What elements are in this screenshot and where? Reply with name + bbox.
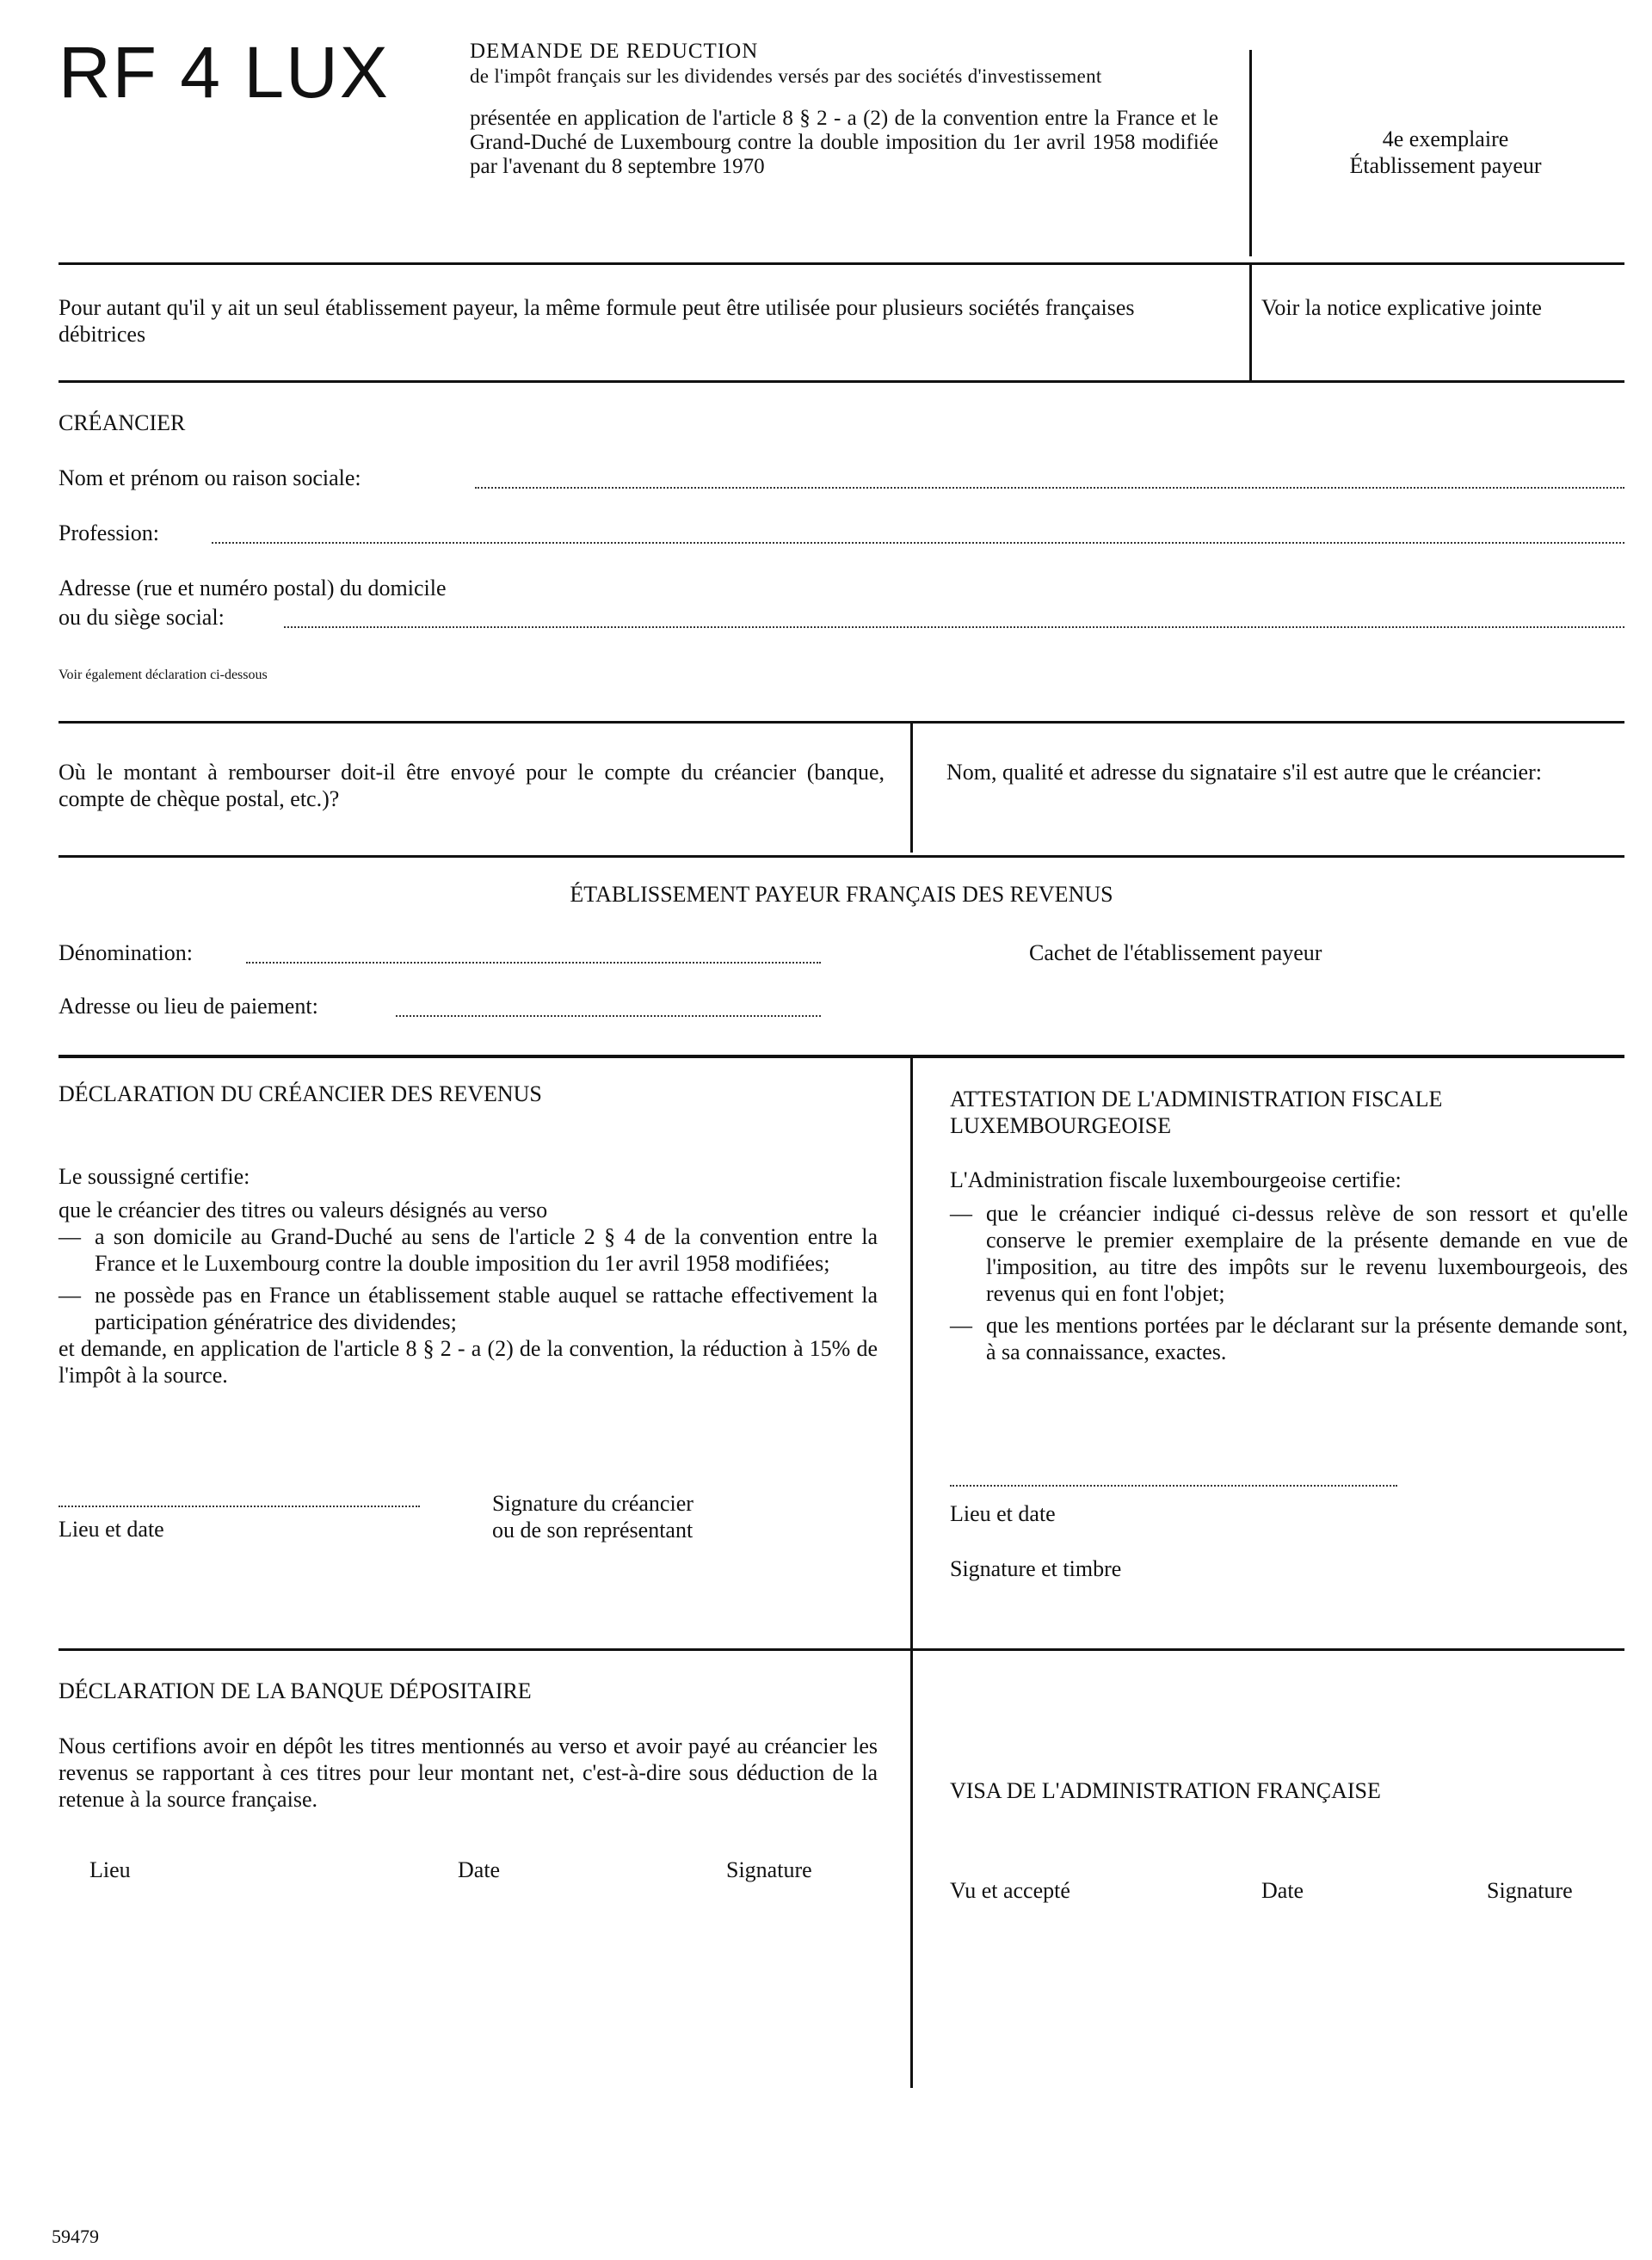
- banque-divider: [910, 1651, 913, 2088]
- declaration-place-date-field[interactable]: [59, 1506, 420, 1507]
- declaration-intro: que le créancier des titres ou valeurs désignés au verso: [59, 1198, 548, 1222]
- form-subtitle: de l'impôt français sur les dividendes versés par des sociétés d'investissement: [470, 65, 1102, 87]
- banque-date-label: Date: [458, 1857, 501, 1882]
- denomination-label: Dénomination:: [59, 940, 193, 965]
- dash-mark: —: [59, 1283, 81, 1308]
- banque-signature-label: Signature: [726, 1857, 812, 1882]
- see-notice: Voir la notice explicative jointe: [1261, 295, 1542, 320]
- declaration-place-date-label: Lieu et date: [59, 1517, 164, 1542]
- name-field[interactable]: [475, 487, 1624, 489]
- copy-info: [1273, 126, 1618, 179]
- visa-signature-label: Signature: [1487, 1878, 1573, 1903]
- declaration-signature-2: ou de son représentant: [492, 1518, 693, 1543]
- rule-etablissement: [59, 1055, 1624, 1058]
- see-also-note: Voir également déclaration ci-dessous: [59, 668, 268, 682]
- stamp-label: Cachet de l'établissement payeur: [1029, 940, 1322, 965]
- declaration-signature-1: Signature du créancier: [492, 1491, 693, 1516]
- declaration-request: et demande, en application de l'article 8 § 2 - a (2) de la convention, la réduction à 15% de l'impôt à la source.: [59, 1336, 878, 1388]
- header-divider: [1249, 50, 1252, 256]
- profession-label: Profession:: [59, 520, 159, 545]
- signatory-question: Nom, qualité et adresse du signataire s'il est autre que le créancier:: [946, 760, 1542, 785]
- form-number: 59479: [52, 2226, 99, 2247]
- payment-address-label: Adresse ou lieu de paiement:: [59, 994, 318, 1019]
- etablissement-heading: ÉTABLISSEMENT PAYEUR FRANÇAIS DES REVENUS: [570, 882, 1113, 907]
- rule-creancier: [59, 721, 1624, 724]
- declaration-certify: Le soussigné certifie:: [59, 1164, 250, 1189]
- copy-label: 4e exemplaire: [1382, 126, 1509, 151]
- attestation-heading-1: ATTESTATION DE L'ADMINISTRATION FISCALE: [950, 1087, 1443, 1112]
- visa-date-label: Date: [1261, 1878, 1304, 1903]
- attestation-item-2: que les mentions portées par le déclarant sur la présente demande sont, à sa connaissance, exactes.: [986, 1313, 1628, 1364]
- attestation-item-1: que le créancier indiqué ci-dessus relève de son ressort et qu'elle conserve le premier exemplaire de la présente demande en vue de l'imposition, au titre des impôts sur le revenu luxembourgeois, des revenus qui en font l'objet;: [986, 1201, 1628, 1306]
- attestation-heading: [950, 1086, 1630, 1139]
- payment-address-field[interactable]: [396, 1015, 821, 1017]
- attestation-item-accuracy: [950, 1312, 1628, 1365]
- application-text: présentée en application de l'article 8 § 2 - a (2) de la convention entre la France et le Grand-Duché de Luxembourg contre la double imposition du 1er avril 1958 modifiée par l'avenant du 8 septembre 1970: [470, 107, 1218, 178]
- declaration-item-1: a son domicile au Grand-Duché au sens de l'article 2 § 4 de la convention entre la France et le Luxembourg contre la double imposition du 1er avril 1958 modifiées;: [95, 1224, 878, 1276]
- declaration-item-2: ne possède pas en France un établissement stable auquel se rattache effectivement la participation génératrice des dividendes;: [95, 1283, 878, 1334]
- attestation-place-date-field[interactable]: [950, 1485, 1397, 1487]
- refund-question: Où le montant à rembourser doit-il être envoyé pour le compte du créancier (banque, compte de chèque postal, etc.)?: [59, 760, 885, 811]
- denomination-field[interactable]: [246, 962, 821, 964]
- form-title: DEMANDE DE REDUCTION: [470, 40, 759, 63]
- attestation-signature-label: Signature et timbre: [950, 1556, 1122, 1581]
- address-field[interactable]: [284, 626, 1624, 628]
- banque-lieu-label: Lieu: [89, 1857, 131, 1882]
- rule-payment: [59, 855, 1624, 858]
- declaration-divider: [910, 1058, 913, 1648]
- declaration-item-establishment: [59, 1282, 878, 1335]
- banque-heading: DÉCLARATION DE LA BANQUE DÉPOSITAIRE: [59, 1678, 532, 1703]
- name-label: Nom et prénom ou raison sociale:: [59, 465, 361, 490]
- dash-mark: —: [950, 1313, 972, 1338]
- dash-mark: —: [59, 1224, 81, 1249]
- notice-divider: [1249, 265, 1252, 380]
- visa-seen-label: Vu et accepté: [950, 1878, 1070, 1903]
- rule-declarations: [59, 1648, 1624, 1651]
- address-label-2: ou du siège social:: [59, 605, 225, 630]
- attestation-item-resort: [950, 1200, 1628, 1307]
- visa-heading: VISA DE L'ADMINISTRATION FRANÇAISE: [950, 1778, 1381, 1803]
- address-label-1: Adresse (rue et numéro postal) du domicile: [59, 576, 447, 600]
- attestation-certify: L'Administration fiscale luxembourgeoise certifie:: [950, 1167, 1402, 1192]
- rule-notice: [59, 380, 1624, 383]
- header-title-block: [470, 38, 1218, 179]
- attestation-body: [950, 1167, 1628, 1365]
- form-code: RF 4 LUX: [59, 32, 390, 113]
- attestation-place-date-label: Lieu et date: [950, 1501, 1056, 1526]
- attestation-heading-2: LUXEMBOURGEOISE: [950, 1113, 1172, 1138]
- declaration-heading: DÉCLARATION DU CRÉANCIER DES REVENUS: [59, 1081, 542, 1106]
- declaration-item-domicile: [59, 1223, 878, 1277]
- notice-text: Pour autant qu'il y ait un seul établissement payeur, la même formule peut être utilisée pour plusieurs sociétés françaises débitrices: [59, 295, 1135, 347]
- copy-recipient: Établissement payeur: [1349, 153, 1542, 178]
- declaration-signature-block: [492, 1490, 693, 1543]
- declaration-body: [59, 1163, 878, 1389]
- creancier-heading: CRÉANCIER: [59, 410, 186, 435]
- rule-header: [59, 262, 1624, 265]
- profession-field[interactable]: [212, 542, 1624, 544]
- dash-mark: —: [950, 1201, 972, 1226]
- banque-text: Nous certifions avoir en dépôt les titres mentionnés au verso et avoir payé au créancier les revenus se rapportant à ces titres pour leur montant net, c'est-à-dire sous déduction de la retenue à la source française.: [59, 1733, 878, 1812]
- payment-divider: [910, 724, 913, 853]
